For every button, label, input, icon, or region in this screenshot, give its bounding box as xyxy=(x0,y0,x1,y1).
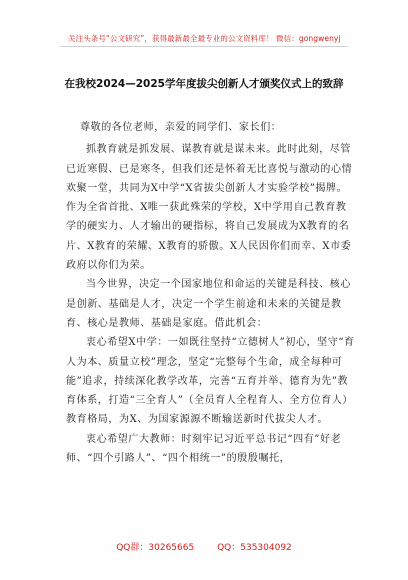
header-notice: 关注头条号“公文研究”，获得最新最全最专业的公文资料库！ 微信：gongwenyj xyxy=(68,34,341,43)
document-body xyxy=(66,118,356,468)
footer-contact xyxy=(0,540,408,553)
paragraph-1: 抓教育就是抓发展、谋教育就是谋未来。此时此刻，尽管已近寒假、已是寒冬，但我们还是怀着无比喜悦与激动的心情欢聚一堂，共同为X中学“X省拔尖创新人才实验学校”揭牌。作为全省首批、X唯一获此殊荣的学校，X中学用自己教育教学的硬实力、人才输出的硬指标，将自己发展成为X教育的名片、X教育的荣耀、X教育的骄傲。X人民因你们而幸、X市委政府以你们为荣。 xyxy=(66,144,353,272)
paragraph-4: 衷心希望广大教师：时刻牢记习近平总书记“四有”好老师、“四个引路人”、“四个相统一”的殷殷嘱托， xyxy=(66,433,342,465)
footer-qq: QQ：535304092 xyxy=(217,543,292,553)
document-title: 在我校2024—2025学年度拔尖创新人才颁奖仪式上的致辞 xyxy=(64,78,344,90)
footer-qq-group: QQ群：30265665 xyxy=(116,543,195,553)
salutation: 尊敬的各位老师，亲爱的同学们、家长们： xyxy=(80,122,282,133)
paragraph-3: 衷心希望X中学：一如既往坚持“立德树人”初心，坚守“育人为本、质量立校”理念，坚定“完整每个生命，成全每种可能”追求，持续深化教学改革，完善“五育并举、德育为先”教育体系，打造“三全育人”（全员育人全程育人、全方位育人）教育格局，为X、为国家源源不断输送新时代拔尖人才。 xyxy=(66,337,355,426)
header-divider xyxy=(60,46,348,47)
paragraph-2: 当今世界，决定一个国家地位和命运的关键是科技、核心是创新、基础是人才，决定一个学生前途和未来的关键是教育、核心是教师、基础是家庭。借此机会： xyxy=(66,279,351,329)
